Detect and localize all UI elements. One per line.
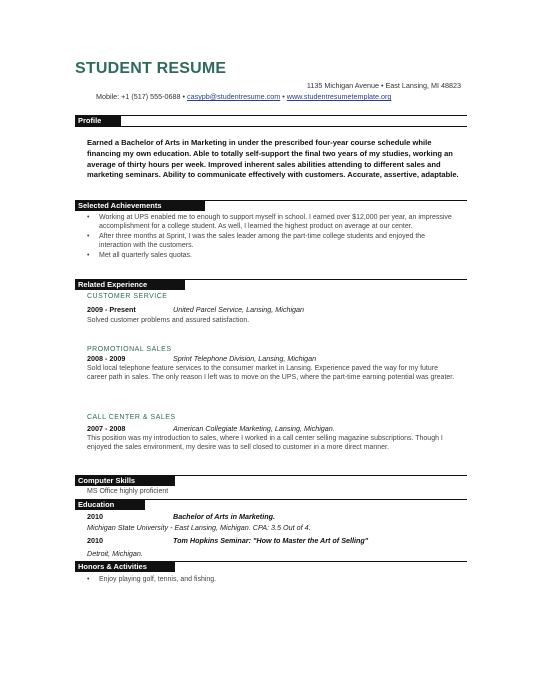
- list-item: • After three months at Sprint, I was the sales leader among the part-time college students and enjoyed the interaction with the customers.: [87, 233, 426, 249]
- job-3-title: CALL CENTER & SALES: [87, 414, 176, 421]
- skills-heading: Computer Skills: [78, 476, 136, 485]
- resume-page: [75, 60, 467, 583]
- skills-heading-bar: [75, 476, 175, 486]
- profile-heading: Profile: [78, 116, 102, 125]
- job-2-desc: Sold local telephone feature services to the consumer market in Lansing. Experience paved the way for my future career path in sales. The only reason I left was to move on the UPS, where the part-time earning potential was greater.: [87, 365, 455, 381]
- job-3-desc: This position was my introduction to sales, where I worked in a call center selling magazine subscriptions. Though I enjoyed the sales environment, my desire was to sell closed to customer in a more direct manner.: [87, 435, 443, 451]
- honors-heading-bar: [75, 562, 175, 572]
- experience-heading-bar: [75, 280, 185, 290]
- profile-top-rule: [75, 115, 467, 116]
- experience-heading: Related Experience: [78, 280, 148, 289]
- honors-heading: Honors & Activities: [78, 562, 147, 571]
- achievements-list: [87, 214, 459, 263]
- profile-rule: [75, 126, 467, 127]
- skills-text: MS Office highly proficient: [87, 488, 169, 495]
- achievements-heading-bar: [75, 201, 205, 211]
- job-1-org: United Parcel Service, Lansing, Michigan: [173, 305, 305, 314]
- education-heading-bar: [75, 500, 145, 510]
- job-2-org: Sprint Telephone Division, Lansing, Michigan: [173, 354, 317, 363]
- honors-list: [87, 576, 459, 587]
- edu-1-year: 2010: [87, 512, 103, 521]
- job-1-dates: 2009 - Present: [87, 305, 136, 314]
- edu-1-detail: Michigan State University - East Lansing, Michigan. CPA: 3.5 Out of 4.: [87, 523, 311, 532]
- edu-2-detail: Detroit, Michigan.: [87, 549, 143, 558]
- list-item: • Met all quarterly sales quotas.: [87, 252, 192, 260]
- achievements-heading: Selected Achievements: [78, 201, 162, 210]
- bullet-icon: •: [87, 214, 90, 221]
- list-item: • Enjoy playing golf, tennis, and fishing.: [87, 576, 217, 583]
- website-link[interactable]: www.studentresumetemplate.org: [286, 92, 392, 101]
- address-line: 1135 Michigan Avenue • East Lansing, MI 48823: [306, 81, 461, 90]
- edu-1-degree: Bachelor of Arts in Marketing.: [173, 512, 275, 521]
- profile-text: Earned a Bachelor of Arts in Marketing in under the prescribed four-year course schedule while financing my own education. Able to totally self-support the final two years of my studies, working an average of thirty hours per week. Improved inherent sales abilities attending to different sales and marketing seminars. Ability to communicate effectively with customers. Accurate, assertive, adaptable.: [87, 138, 459, 180]
- bullet-icon: •: [87, 233, 90, 241]
- education-heading: Education: [78, 500, 115, 509]
- list-item: • Working at UPS enabled me to enough to support myself in school. I earned over $12,000 per year, an impressive accomplishment for a college student. As well, I learned the highest product on average at our center.: [87, 214, 452, 230]
- mobile-text: Mobile: +1 (517) 555-0688 •: [96, 92, 188, 101]
- bullet-icon: •: [87, 576, 90, 583]
- email-link[interactable]: casypb@studentresume.com: [187, 92, 281, 101]
- resume-title: STUDENT RESUME: [75, 60, 227, 77]
- contact-line: [96, 92, 391, 101]
- job-2-title: PROMOTIONAL SALES: [87, 346, 172, 353]
- edu-2-year: 2010: [87, 536, 103, 545]
- job-3-org: American Collegiate Marketing, Lansing, Michigan.: [173, 424, 335, 433]
- bullet-icon: •: [87, 252, 90, 260]
- job-2-dates: 2008 - 2009: [87, 354, 126, 363]
- profile-heading-bar: [75, 116, 121, 126]
- contact-separator: •: [280, 92, 287, 101]
- job-3-dates: 2007 - 2008: [87, 424, 126, 433]
- job-1-title: CUSTOMER SERVICE: [87, 293, 168, 300]
- job-1-desc: Solved customer problems and assured satisfaction.: [87, 317, 250, 324]
- edu-2-degree: Tom Hopkins Seminar: "How to Master the Art of Selling": [173, 536, 369, 545]
